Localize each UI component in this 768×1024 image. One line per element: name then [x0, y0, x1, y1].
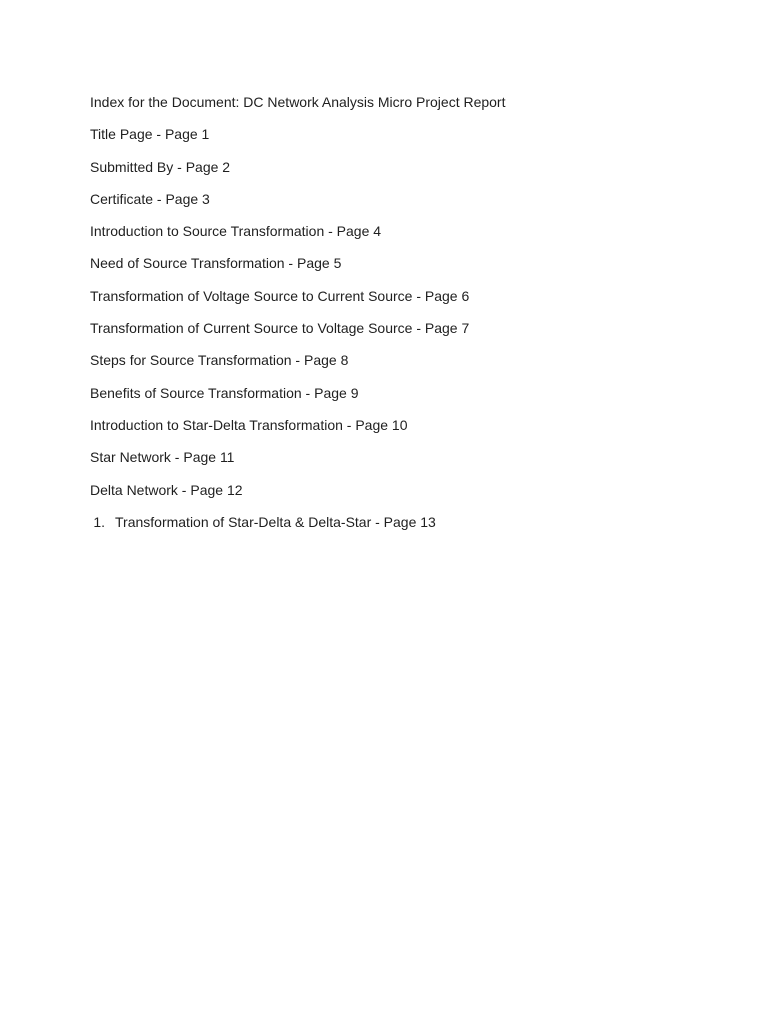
index-entry-steps-source-transformation: Steps for Source Transformation - Page 8 — [90, 352, 349, 369]
index-entry-current-to-voltage: Transformation of Current Source to Voltage Source - Page 7 — [90, 320, 470, 337]
index-entry-benefits-source-transformation: Benefits of Source Transformation - Page 9 — [90, 384, 359, 401]
list-number: 1. — [93, 513, 105, 530]
index-entry-intro-star-delta: Introduction to Star-Delta Transformation - Page 10 — [90, 416, 408, 433]
index-entry-certificate: Certificate - Page 3 — [90, 190, 210, 207]
index-entry-need-source-transformation: Need of Source Transformation - Page 5 — [90, 255, 342, 272]
index-heading: Index for the Document: DC Network Analysis Micro Project Report — [90, 94, 506, 110]
index-entry-voltage-to-current: Transformation of Voltage Source to Current Source - Page 6 — [90, 287, 470, 304]
index-entry-delta-network: Delta Network - Page 12 — [90, 481, 243, 498]
index-entry-intro-source-transformation: Introduction to Source Transformation - Page 4 — [90, 223, 382, 240]
index-entry-title-page: Title Page - Page 1 — [90, 126, 210, 143]
document-body — [90, 92, 690, 544]
numbered-list-item — [70, 512, 690, 544]
list-item-text: Transformation of Star-Delta & Delta-Star - Page 13 — [115, 513, 436, 530]
index-entry-submitted-by: Submitted By - Page 2 — [90, 158, 231, 175]
index-entry-star-network: Star Network - Page 11 — [90, 449, 235, 466]
